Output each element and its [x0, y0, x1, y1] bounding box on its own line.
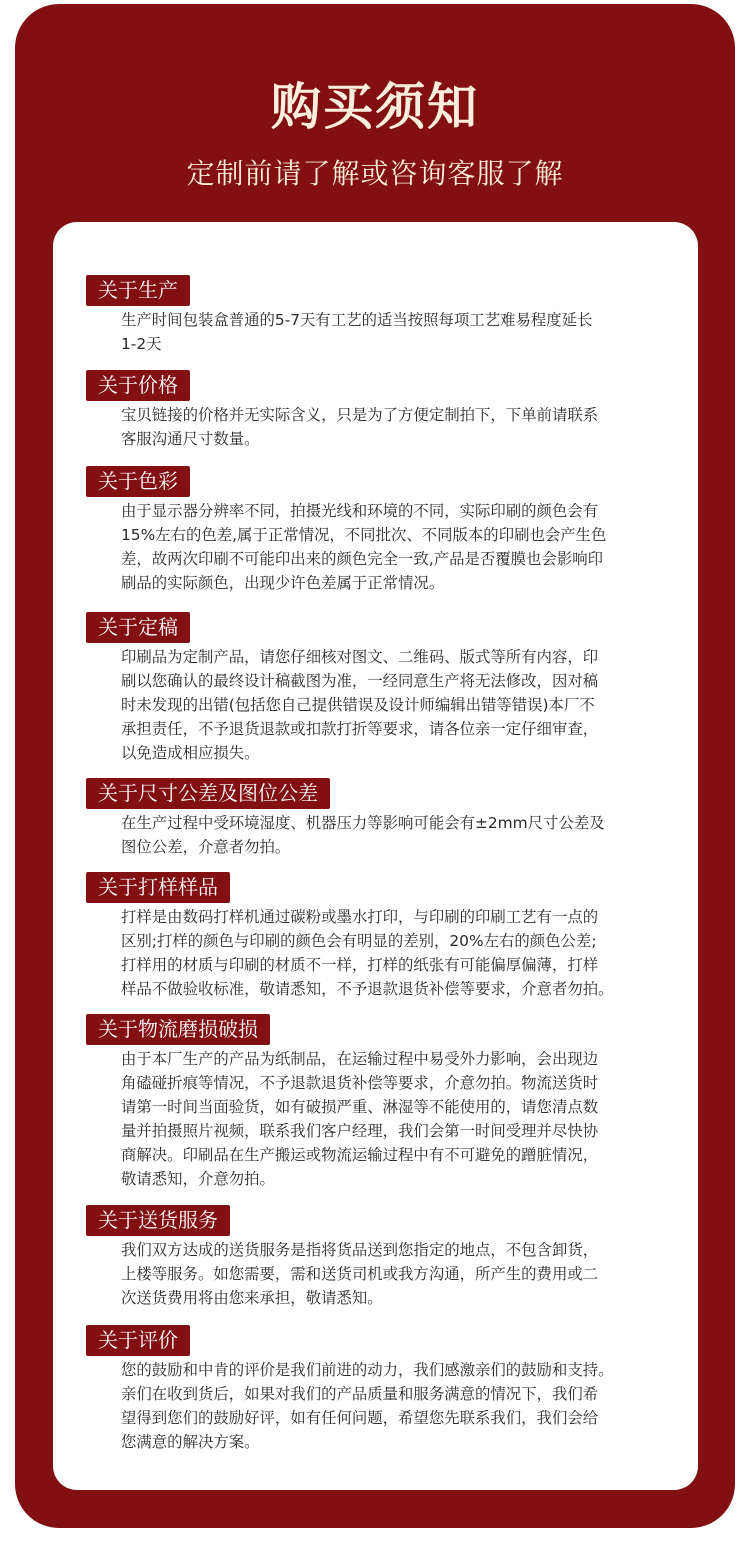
notice-panel [15, 4, 735, 1528]
section-body [121, 811, 673, 859]
section-body [121, 403, 673, 451]
text-line: 次送货费用将由您来承担，敬请悉知。 [121, 1289, 383, 1307]
text-line: 刷以您确认的最终设计稿截图为准，一经同意生产将无法修改，因对稿 [121, 672, 599, 690]
notice-card [53, 222, 698, 1490]
text-line: 刷品的实际颜色，出现少许色差属于正常情况。 [121, 574, 445, 592]
text-line: 以免造成相应损失。 [121, 744, 260, 762]
section-body [121, 905, 673, 1001]
text-line: 敬请悉知，介意勿拍。 [121, 1170, 275, 1188]
section-tag: 关于物流磨损破损 [86, 1014, 270, 1045]
section-tag: 关于生产 [86, 275, 190, 306]
text-line: 打样用的材质与印刷的材质不一样，打样的纸张有可能偏厚偏薄，打样 [121, 956, 599, 974]
section-tag: 关于送货服务 [86, 1205, 230, 1236]
section-body [121, 645, 673, 765]
section-body [121, 1047, 673, 1191]
text-line: 我们双方达成的送货服务是指将货品送到您指定的地点，不包含卸货， [121, 1241, 599, 1259]
text-line: 您满意的解决方案。 [121, 1433, 260, 1451]
text-line: 宝贝链接的价格并无实际含义，只是为了方便定制拍下，下单前请联系 [121, 406, 599, 424]
text-line: 图位公差，介意者勿拍。 [121, 838, 291, 856]
text-line: 15%左右的色差,属于正常情况，不同批次、不同版本的印刷也会产生色 [121, 526, 607, 544]
section-body [121, 1358, 673, 1454]
text-line: 承担责任，不予退货退款或扣款打折等要求，请各位亲一定仔细审查， [121, 720, 599, 738]
text-line: 样品不做验收标准，敬请悉知，不予退款退货补偿等要求，介意者勿拍。 [121, 980, 614, 998]
text-line: 差，故两次印刷不可能印出来的颜色完全一致,产品是否覆膜也会影响印 [121, 550, 604, 568]
text-line: 印刷品为定制产品，请您仔细核对图文、二维码、版式等所有内容，印 [121, 648, 599, 666]
section-tag: 关于打样样品 [86, 872, 230, 903]
text-line: 由于本厂生产的产品为纸制品，在运输过程中易受外力影响，会出现边 [121, 1050, 599, 1068]
text-line: 量并拍摄照片视频，联系我们客户经理，我们会第一时间受理并尽快协 [121, 1122, 599, 1140]
section-tag: 关于评价 [86, 1325, 190, 1356]
section-tag: 关于价格 [86, 370, 190, 401]
section-body [121, 308, 673, 356]
text-line: 请第一时间当面验货，如有破损严重、淋湿等不能使用的，请您清点数 [121, 1098, 599, 1116]
text-line: 客服沟通尺寸数量。 [121, 430, 260, 448]
text-line: 时未发现的出错(包括您自己提供错误及设计师编辑出错等错误)本厂不 [121, 696, 595, 714]
page-subtitle: 定制前请了解或咨询客服了解 [186, 157, 564, 190]
text-line: 1-2天 [121, 335, 162, 353]
section-body [121, 499, 673, 595]
text-line: 商解决。印刷品在生产搬运或物流运输过程中有不可避免的蹭脏情况， [121, 1146, 599, 1164]
text-line: 区别;打样的颜色与印刷的颜色会有明显的差别，20%左右的颜色公差; [121, 932, 597, 950]
text-line: 在生产过程中受环境湿度、机器压力等影响可能会有±2mm尺寸公差及 [121, 814, 605, 832]
text-line: 由于显示器分辨率不同，拍摄光线和环境的不同，实际印刷的颜色会有 [121, 502, 599, 520]
section-tag: 关于定稿 [86, 612, 190, 643]
text-line: 角磕碰折痕等情况，不予退款退货补偿等要求，介意勿拍。物流送货时 [121, 1074, 599, 1092]
section-tag: 关于尺寸公差及图位公差 [86, 778, 330, 809]
text-line: 打样是由数码打样机通过碳粉或墨水打印，与印刷的印刷工艺有一点的 [121, 908, 599, 926]
section-tag: 关于色彩 [86, 466, 190, 497]
text-line: 您的鼓励和中肯的评价是我们前进的动力，我们感激亲们的鼓励和支持。 [121, 1361, 614, 1379]
page-title: 购买须知 [271, 78, 479, 136]
text-line: 上楼等服务。如您需要，需和送货司机或我方沟通，所产生的费用或二 [121, 1265, 599, 1283]
text-line: 生产时间包装盒普通的5-7天有工艺的适当按照每项工艺难易程度延长 [121, 311, 593, 329]
section-body [121, 1238, 673, 1310]
text-line: 望得到您们的鼓励好评，如有任何问题，希望您先联系我们，我们会给 [121, 1409, 599, 1427]
text-line: 亲们在收到货后，如果对我们的产品质量和服务满意的情况下，我们希 [121, 1385, 599, 1403]
